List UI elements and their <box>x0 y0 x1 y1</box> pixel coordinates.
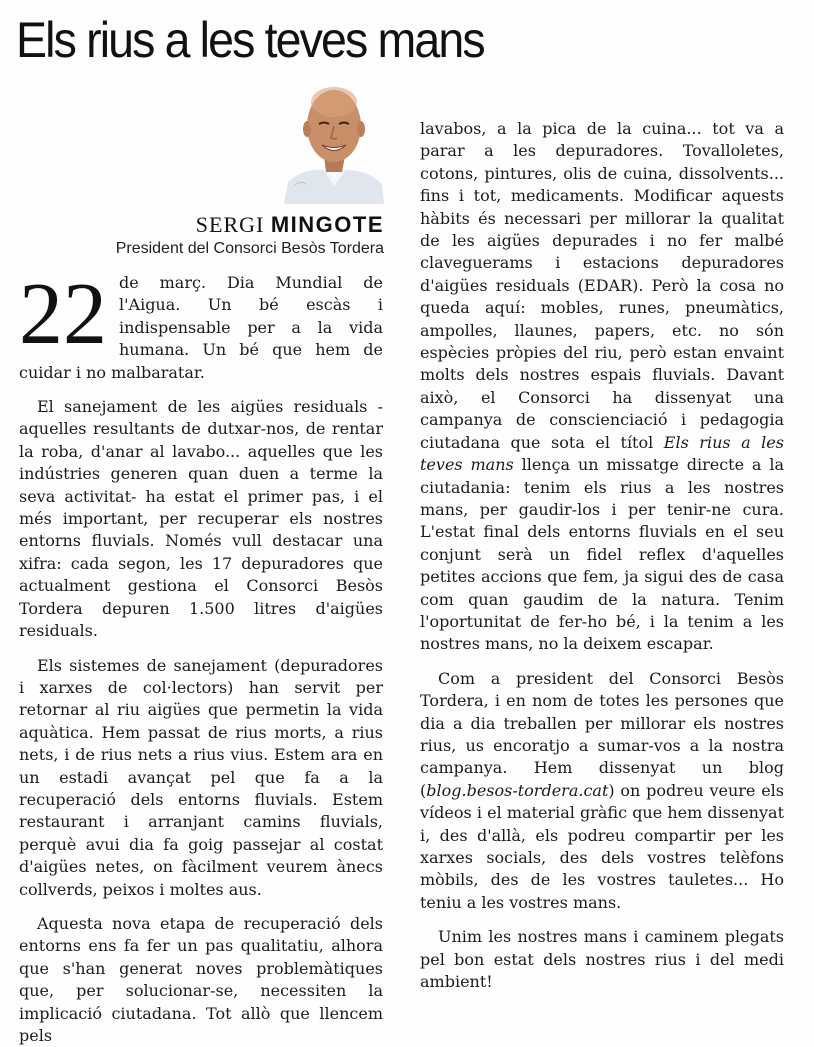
paragraph-text: llença un missatge directe a la ciutadania: tenim els rius a les nostres mans, per gaudir-los i per tenir-ne cura. L'estat final dels entorns fluvials en el seu conjunt serà un fidel reflex d'aquelles petites accions que fem, ja sigui des de casa com quan gaudim de la natura. Tenim l'oportunitat de fer-ho bé, i la tenim a les nostres mans, no la deixem escapar. <box>420 455 784 654</box>
blog-link: blog.besos-tordera.cat <box>426 780 609 800</box>
paragraph-text: ) on podreu veure els vídeos i el material gràfic que hem dissenyat i, des d'allà, els podreu compartir per les xarxes socials, des dels vostres telèfons mòbils, des de les vostres tauletes... Ho teniu a les vostres mans. <box>420 780 784 912</box>
paragraph <box>420 118 784 656</box>
article-column-right <box>420 118 784 993</box>
paragraph-text: Com a president del Consorci Besòs Tordera, i en nom de totes les persones que dia a dia treballen per millorar els nostres rius, us encoratjo a sumar-vos a la nostra campanya. Hem dissenyat un blog ( <box>420 668 784 800</box>
paragraph: Aquesta nova etapa de recuperació dels entorns ens fa fer un pas qualitatiu, alhora que s'han generat noves problemàtiques que, per solucionar-se, necessiten la implicació ciutadana. Tot allò que llencem pels <box>19 913 383 1045</box>
dropcap: 22 <box>19 266 107 363</box>
paragraph: Unim les nostres mans i caminem plegats pel bon estat dels nostres rius i del medi ambient! <box>420 927 784 992</box>
article-column-left <box>19 266 383 1047</box>
campaign-title: Els rius a les teves mans <box>420 432 784 475</box>
paragraph-text: lavabos, a la pica de la cuina... tot va a parar a les depuradores. Tovalloletes, cotons, pintures, olis de cuina, dissolvents... fins i tot, medicaments. Modificar aquests hàbits és necessari per millorar la qualitat de les aigües depurades i no fer malbé claveguerams i estacions depuradores d'aigües residuals (EDAR). Però la cosa no queda aquí: mobles, runes, pneumàtics, ampolles, llaunes, papers, etc. no són espècies pròpies del riu, però estan envaint molts dels nostres espais fluvials. Davant això, el Consorci ha dissenyat una campanya de conscienciació i pedagogia ciutadana que sota el títol <box>420 119 784 452</box>
author-byline <box>116 212 384 259</box>
article-headline: Els rius a les teves mans <box>16 12 484 68</box>
paragraph: Els sistemes de sanejament (depuradores i xarxes de col·lectors) han servit per retornar al riu aigües que permetin la vida aquàtica. Hem passat de rius morts, a rius nets, i de rius nets a rius vius. Estem ara en un estadi avançat pel que fa a la recuperació dels entorns fluvials. Estem restaurant i arranjant camins fluvials, perquè avui dia fa goig passejar al costat d'aigües netes, on fàcilment veurem ànecs collverds, peixos i moltes aus. <box>19 655 383 899</box>
author-role: President del Consorci Besòs Tordera <box>115 240 384 257</box>
author-last-name: MINGOTE <box>270 212 384 237</box>
author-first-name: SERGI <box>195 212 265 237</box>
portrait-photo-icon <box>284 74 384 204</box>
paragraph: El sanejament de les aigües residuals -aquelles resultants de dutxar-nos, de rentar la roba, d'anar al lavabo... aquelles que les indústries generen quan duen a terme la seva activitat- ha estat el primer pas, i el més important, per recuperar els nostres entorns fluvials. Només vull destacar una xifra: cada segon, les 17 depuradores que actualment gestiona el Consorci Besòs Tordera depuren 1.500 litres d'aigües residuals. <box>19 397 383 641</box>
author-photo <box>284 74 384 204</box>
paragraph <box>420 668 784 914</box>
paragraph-text: de març. Dia Mundial de l'Aigua. Un bé escàs i indispensable per a la vida humana. Un bé que hem de cuidar i no malbaratar. <box>19 273 383 382</box>
paragraph <box>19 266 383 384</box>
author-name <box>116 212 384 238</box>
